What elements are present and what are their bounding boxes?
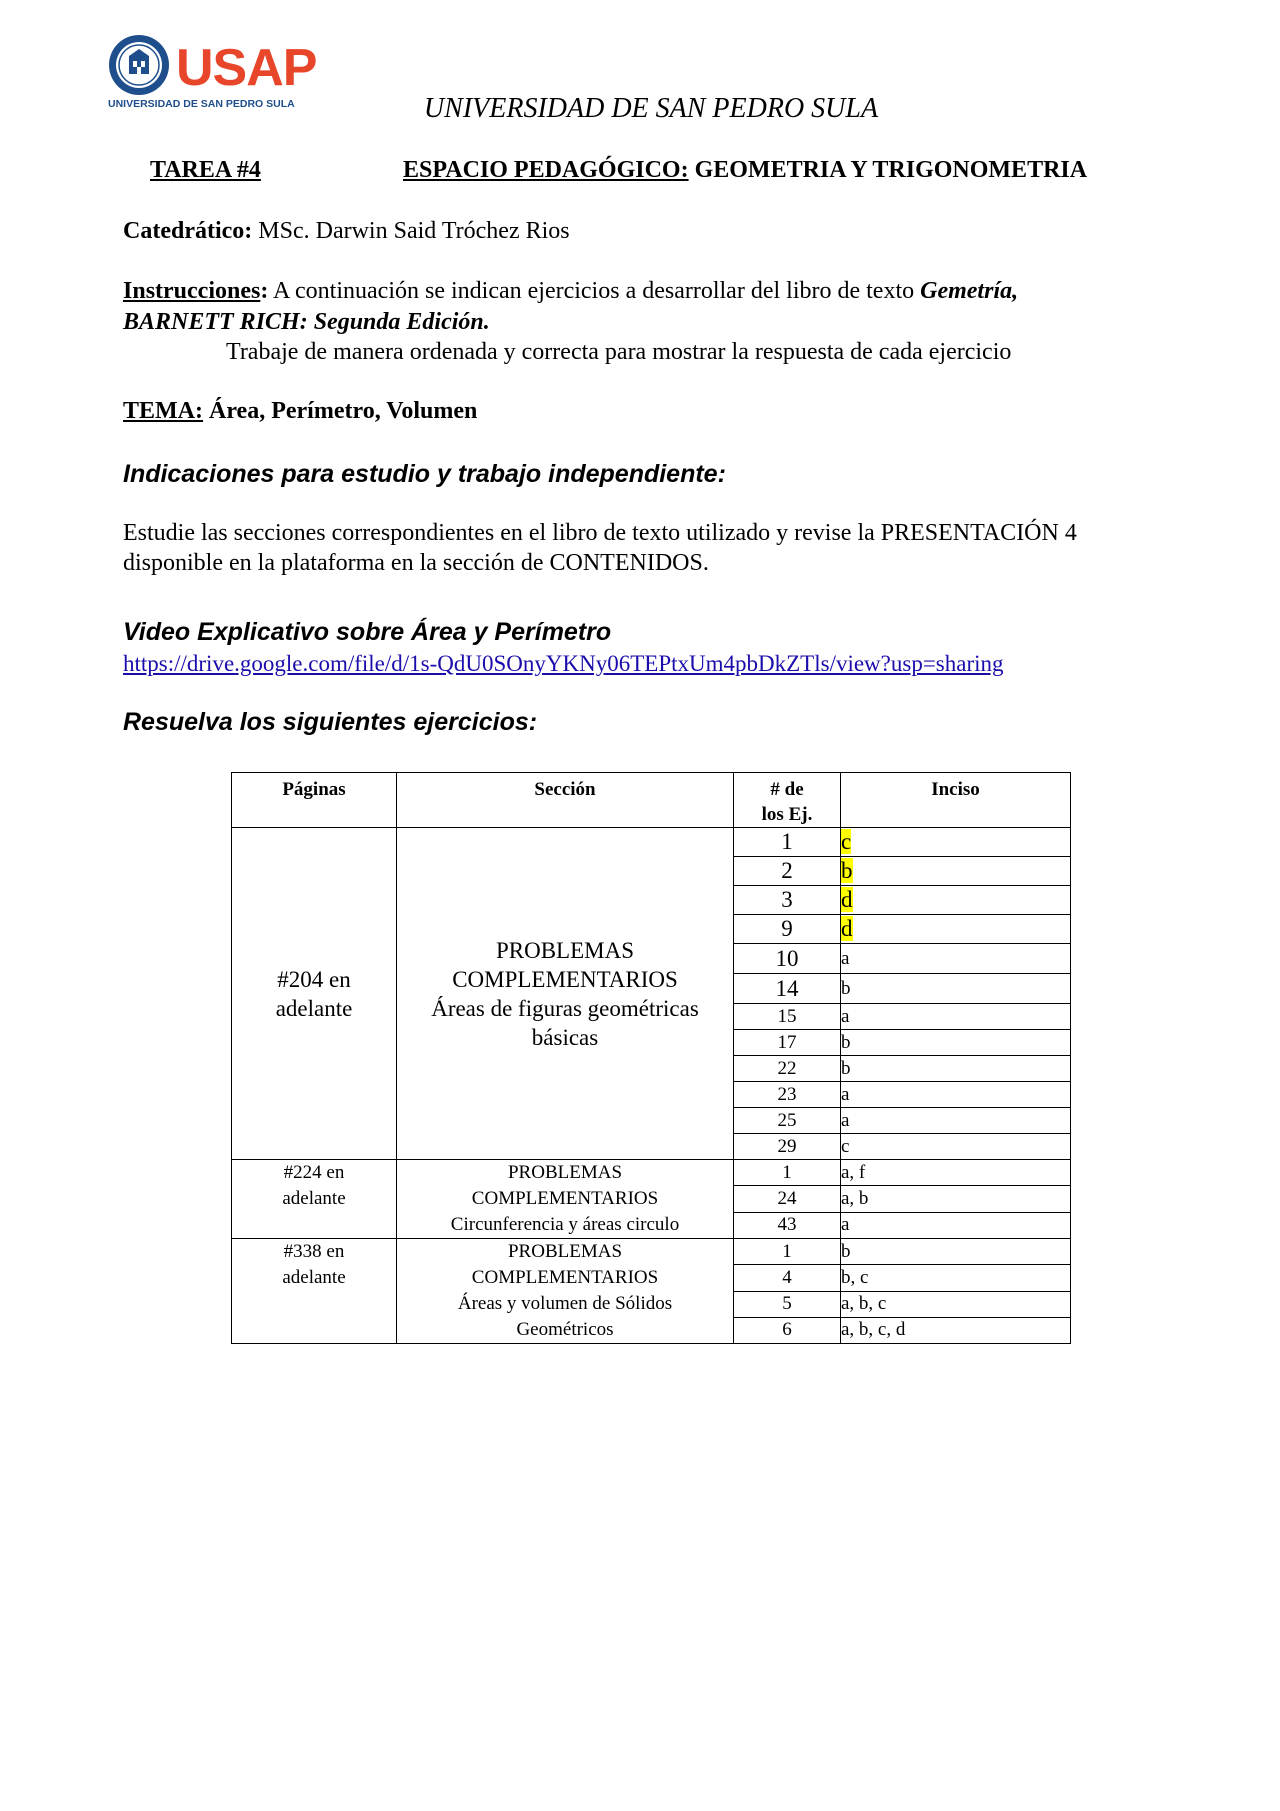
table-row [232,828,1071,857]
espacio-value: GEOMETRIA Y TRIGONOMETRIA [688,157,1088,183]
paginas-line: #224 en [283,1162,345,1183]
table-row [232,1239,1071,1265]
ej-inciso: b [841,1239,1071,1265]
instrucciones-text-1: A continuación se indican ejercicios a desarrollar del libro de texto [268,278,921,304]
seccion-line: COMPLEMENTARIOS [471,1267,659,1288]
ej-num: 10 [734,944,841,974]
catedratico-value: MSc. Darwin Said Tróchez Rios [252,218,570,244]
university-title: UNIVERSIDAD DE SAN PEDRO SULA [423,93,879,124]
paginas-line: adelante [275,995,353,1021]
usap-seal-icon [108,34,170,96]
ej-num: 1 [734,1160,841,1186]
ej-inciso: a, f [841,1160,1071,1186]
ej-num: 25 [734,1108,841,1134]
header-num-line-2: los Ej. [761,804,813,825]
ej-inciso: b [841,1056,1071,1082]
tema-value: Área, Perímetro, Volumen [203,398,478,424]
inciso-highlight: d [841,916,853,941]
resuelva-heading: Resuelva los siguientes ejercicios: [123,708,538,736]
instrucciones-book-2: BARNETT RICH: Segunda Edición. [123,309,490,335]
video-link[interactable]: https://drive.google.com/file/d/1s-QdU0SOnyYKNy06TEPtxUm4pbDkZTls/view?usp=sharing [123,651,1004,676]
paginas-line: #204 en [277,966,351,992]
seccion-line: básicas [531,1024,599,1050]
table-row [232,1160,1071,1186]
group2-seccion [397,1160,734,1239]
seccion-line: PROBLEMAS [507,1241,623,1262]
table-header-row [232,773,1071,828]
instrucciones-label: Instrucciones [123,278,261,304]
inciso-highlight: b [841,858,853,883]
ej-num: 43 [734,1212,841,1238]
indicaciones-line-1: Estudie las secciones correspondientes en el libro de texto utilizado y revise la PRESENTACIÓN 4 [123,520,1077,546]
header-num-line-1: # de [770,779,804,800]
ej-num: 15 [734,1004,841,1030]
indicaciones-line-2: disponible en la plataforma en la sección de CONTENIDOS. [123,550,709,576]
group2-paginas [232,1160,397,1239]
instrucciones-line-2 [123,309,490,336]
group3-paginas [232,1239,397,1344]
ej-num: 22 [734,1056,841,1082]
inciso-highlight: d [841,887,853,912]
ej-num: 14 [734,974,841,1004]
ej-inciso: a [841,1082,1071,1108]
header-seccion: Sección [397,773,734,828]
paginas-line: #338 en [283,1241,345,1262]
logo-subname: UNIVERSIDAD DE SAN PEDRO SULA [108,98,295,110]
ej-inciso: a [841,944,1071,974]
video-heading: Video Explicativo sobre Área y Perímetro [123,618,612,646]
catedratico-label: Catedrático: [123,218,253,244]
inciso-highlight: c [841,829,852,854]
espacio-pedagogico [403,157,1087,184]
ej-num: 29 [734,1134,841,1160]
ej-inciso: a, b, c, d [841,1317,1071,1343]
ej-inciso: c [841,1134,1071,1160]
group1-seccion [397,828,734,1160]
ej-num: 6 [734,1317,841,1343]
instrucciones-line-1 [123,278,1018,305]
header-inciso: Inciso [841,773,1071,828]
paginas-line: adelante [282,1188,346,1209]
ej-inciso [841,886,1071,915]
espacio-label: ESPACIO PEDAGÓGICO: [403,157,689,183]
ej-num: 1 [734,828,841,857]
seccion-line: COMPLEMENTARIOS [452,966,678,992]
ej-num: 24 [734,1186,841,1212]
group3-seccion [397,1239,734,1344]
seccion-line: Geométricos [516,1319,614,1340]
instrucciones-colon: : [260,278,269,304]
ej-inciso: a [841,1212,1071,1238]
ej-num: 23 [734,1082,841,1108]
ej-inciso: b, c [841,1265,1071,1291]
seccion-line: Áreas y volumen de Sólidos [457,1293,673,1314]
ej-inciso: b [841,974,1071,1004]
ej-num: 3 [734,886,841,915]
ej-num: 4 [734,1265,841,1291]
ej-inciso [841,857,1071,886]
exercises-table [231,772,1071,1344]
ej-inciso [841,828,1071,857]
ej-num: 9 [734,915,841,944]
instrucciones-book-1: Gemetría, [920,278,1019,304]
paginas-line: adelante [282,1267,346,1288]
ej-inciso: a, b, c [841,1291,1071,1317]
tarea-label: TAREA #4 [150,157,261,183]
ej-num: 2 [734,857,841,886]
header-paginas: Páginas [232,773,397,828]
tema-label: TEMA: [123,398,203,424]
instrucciones-text-2: Trabaje de manera ordenada y correcta para mostrar la respuesta de cada ejercicio [226,339,1012,365]
seccion-line: Circunferencia y áreas circulo [450,1214,680,1235]
header-num-ej [734,773,841,828]
seccion-line: PROBLEMAS [495,937,635,963]
indicaciones-heading: Indicaciones para estudio y trabajo independiente: [123,460,726,488]
ej-inciso: b [841,1030,1071,1056]
group1-paginas [232,828,397,1160]
ej-num: 1 [734,1239,841,1265]
tema-line [123,398,477,425]
seccion-line: COMPLEMENTARIOS [471,1188,659,1209]
ej-inciso: a, b [841,1186,1071,1212]
seccion-line: Áreas de figuras geométricas [431,995,699,1021]
ej-num: 5 [734,1291,841,1317]
ej-inciso: a [841,1108,1071,1134]
ej-inciso [841,915,1071,944]
seccion-line: PROBLEMAS [507,1162,623,1183]
catedratico-line [123,218,570,245]
ej-inciso: a [841,1004,1071,1030]
logo-wordmark: USAP [176,39,317,97]
ej-num: 17 [734,1030,841,1056]
